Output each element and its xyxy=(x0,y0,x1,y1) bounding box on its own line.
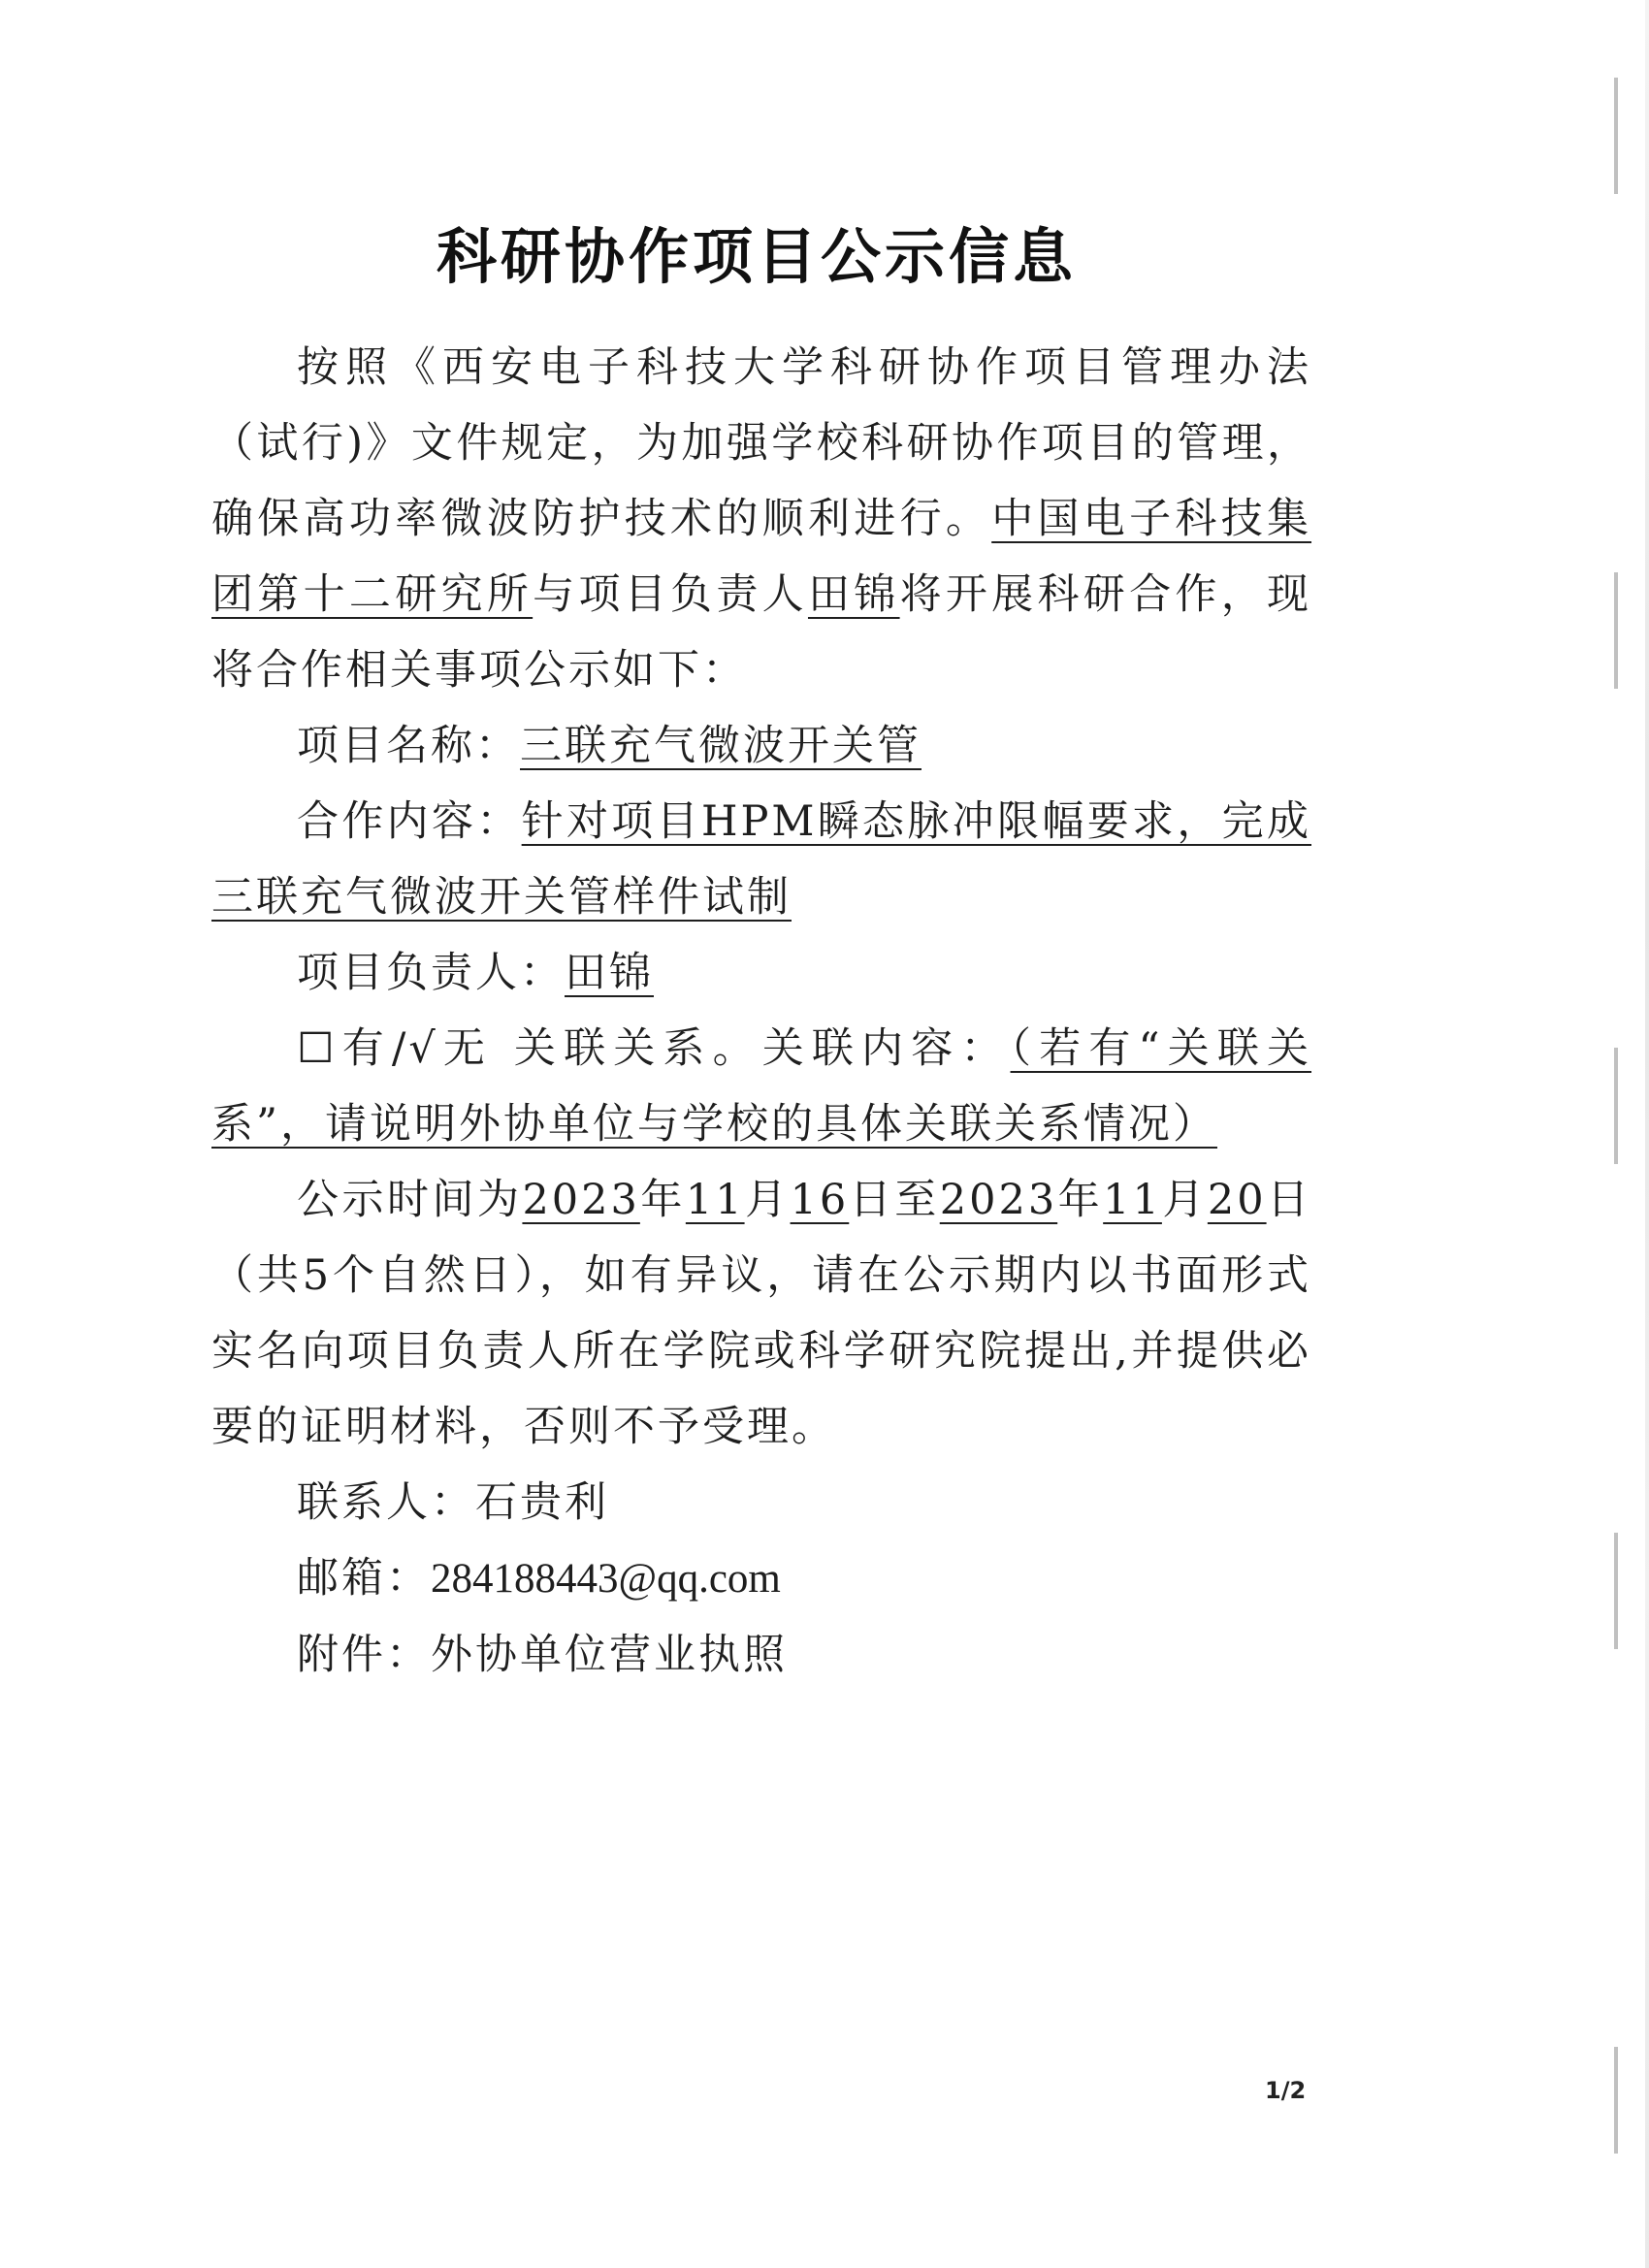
relation-line xyxy=(211,1011,1311,1162)
start-month: 11 xyxy=(685,1176,745,1224)
unit-year-2: 年 xyxy=(1057,1176,1104,1224)
unit-month-2: 月 xyxy=(1161,1176,1208,1224)
project-name-value: 三联充气微波开关管 xyxy=(520,722,922,770)
period-paragraph xyxy=(211,1162,1311,1465)
intro-text-a: 按照《西安电子科技大学科研协作项目管理办法（试行)》文件规定，为加强学校科研协作项目的管理，确保高功率微波防护技术的顺利进行。 xyxy=(211,343,1311,543)
unit-day-to: 日至 xyxy=(849,1176,940,1224)
start-day: 16 xyxy=(790,1176,850,1224)
project-name-line xyxy=(211,708,1311,784)
contact-line xyxy=(211,1465,1311,1540)
attachment-value: 外协单位营业执照 xyxy=(431,1631,788,1679)
contact-label: 联系人： xyxy=(297,1478,475,1527)
leader-name: 田锦 xyxy=(807,570,900,619)
contact-value: 石贵利 xyxy=(475,1478,609,1527)
period-prefix: 公示时间为 xyxy=(297,1176,523,1224)
scan-mark xyxy=(1614,1048,1618,1164)
intro-paragraph xyxy=(211,330,1311,708)
scan-mark xyxy=(1614,2047,1618,2154)
scan-mark xyxy=(1614,1533,1618,1649)
partner-unit: 中国电子科技集团第十二研究所 xyxy=(211,495,1312,619)
email-line xyxy=(211,1540,1311,1617)
unit-month: 月 xyxy=(744,1176,791,1224)
project-leader-label: 项目负责人： xyxy=(297,949,565,997)
document-body xyxy=(211,330,1311,1693)
attachment-label: 附件： xyxy=(297,1631,431,1679)
email-label: 邮箱： xyxy=(297,1554,431,1603)
project-name-label: 项目名称： xyxy=(297,722,520,770)
end-year: 2023 xyxy=(939,1176,1058,1224)
cooperation-line xyxy=(211,784,1311,935)
attachment-line xyxy=(211,1617,1311,1693)
start-year: 2023 xyxy=(522,1176,640,1224)
intro-text-c: 将开展科研合作，现将合作相关事项公示如下： xyxy=(211,570,1312,695)
period-suffix: 日（共5个自然日），如有异议，请在公示期内以书面形式实名向项目负责人所在学院或科学研究院提出,并提供必要的证明材料，否则不予受理。 xyxy=(211,1176,1312,1451)
unit-year: 年 xyxy=(639,1176,686,1224)
relation-note: （若有“关联关系”，请说明外协单位与学校的具体关联关系情况） xyxy=(211,1024,1312,1149)
cooperation-label: 合作内容： xyxy=(297,797,522,846)
end-day: 20 xyxy=(1207,1176,1267,1224)
intro-text-b: 与项目负责人 xyxy=(533,570,808,619)
scan-mark xyxy=(1614,572,1618,689)
email-value: 284188443@qq.com xyxy=(431,1556,781,1602)
end-month: 11 xyxy=(1103,1176,1162,1224)
project-leader-line xyxy=(211,935,1311,1011)
page-number: 1/2 xyxy=(1265,2077,1307,2104)
scan-mark xyxy=(1614,78,1618,194)
cooperation-value: 针对项目HPM瞬态脉冲限幅要求，完成三联充气微波开关管样件试制 xyxy=(211,797,1311,922)
relation-text: ☐有/√无 关联关系。关联内容： xyxy=(297,1024,1011,1073)
project-leader-value: 田锦 xyxy=(565,949,654,997)
document-title: 科研协作项目公示信息 xyxy=(436,221,1077,292)
scan-edge xyxy=(1645,0,1649,2268)
